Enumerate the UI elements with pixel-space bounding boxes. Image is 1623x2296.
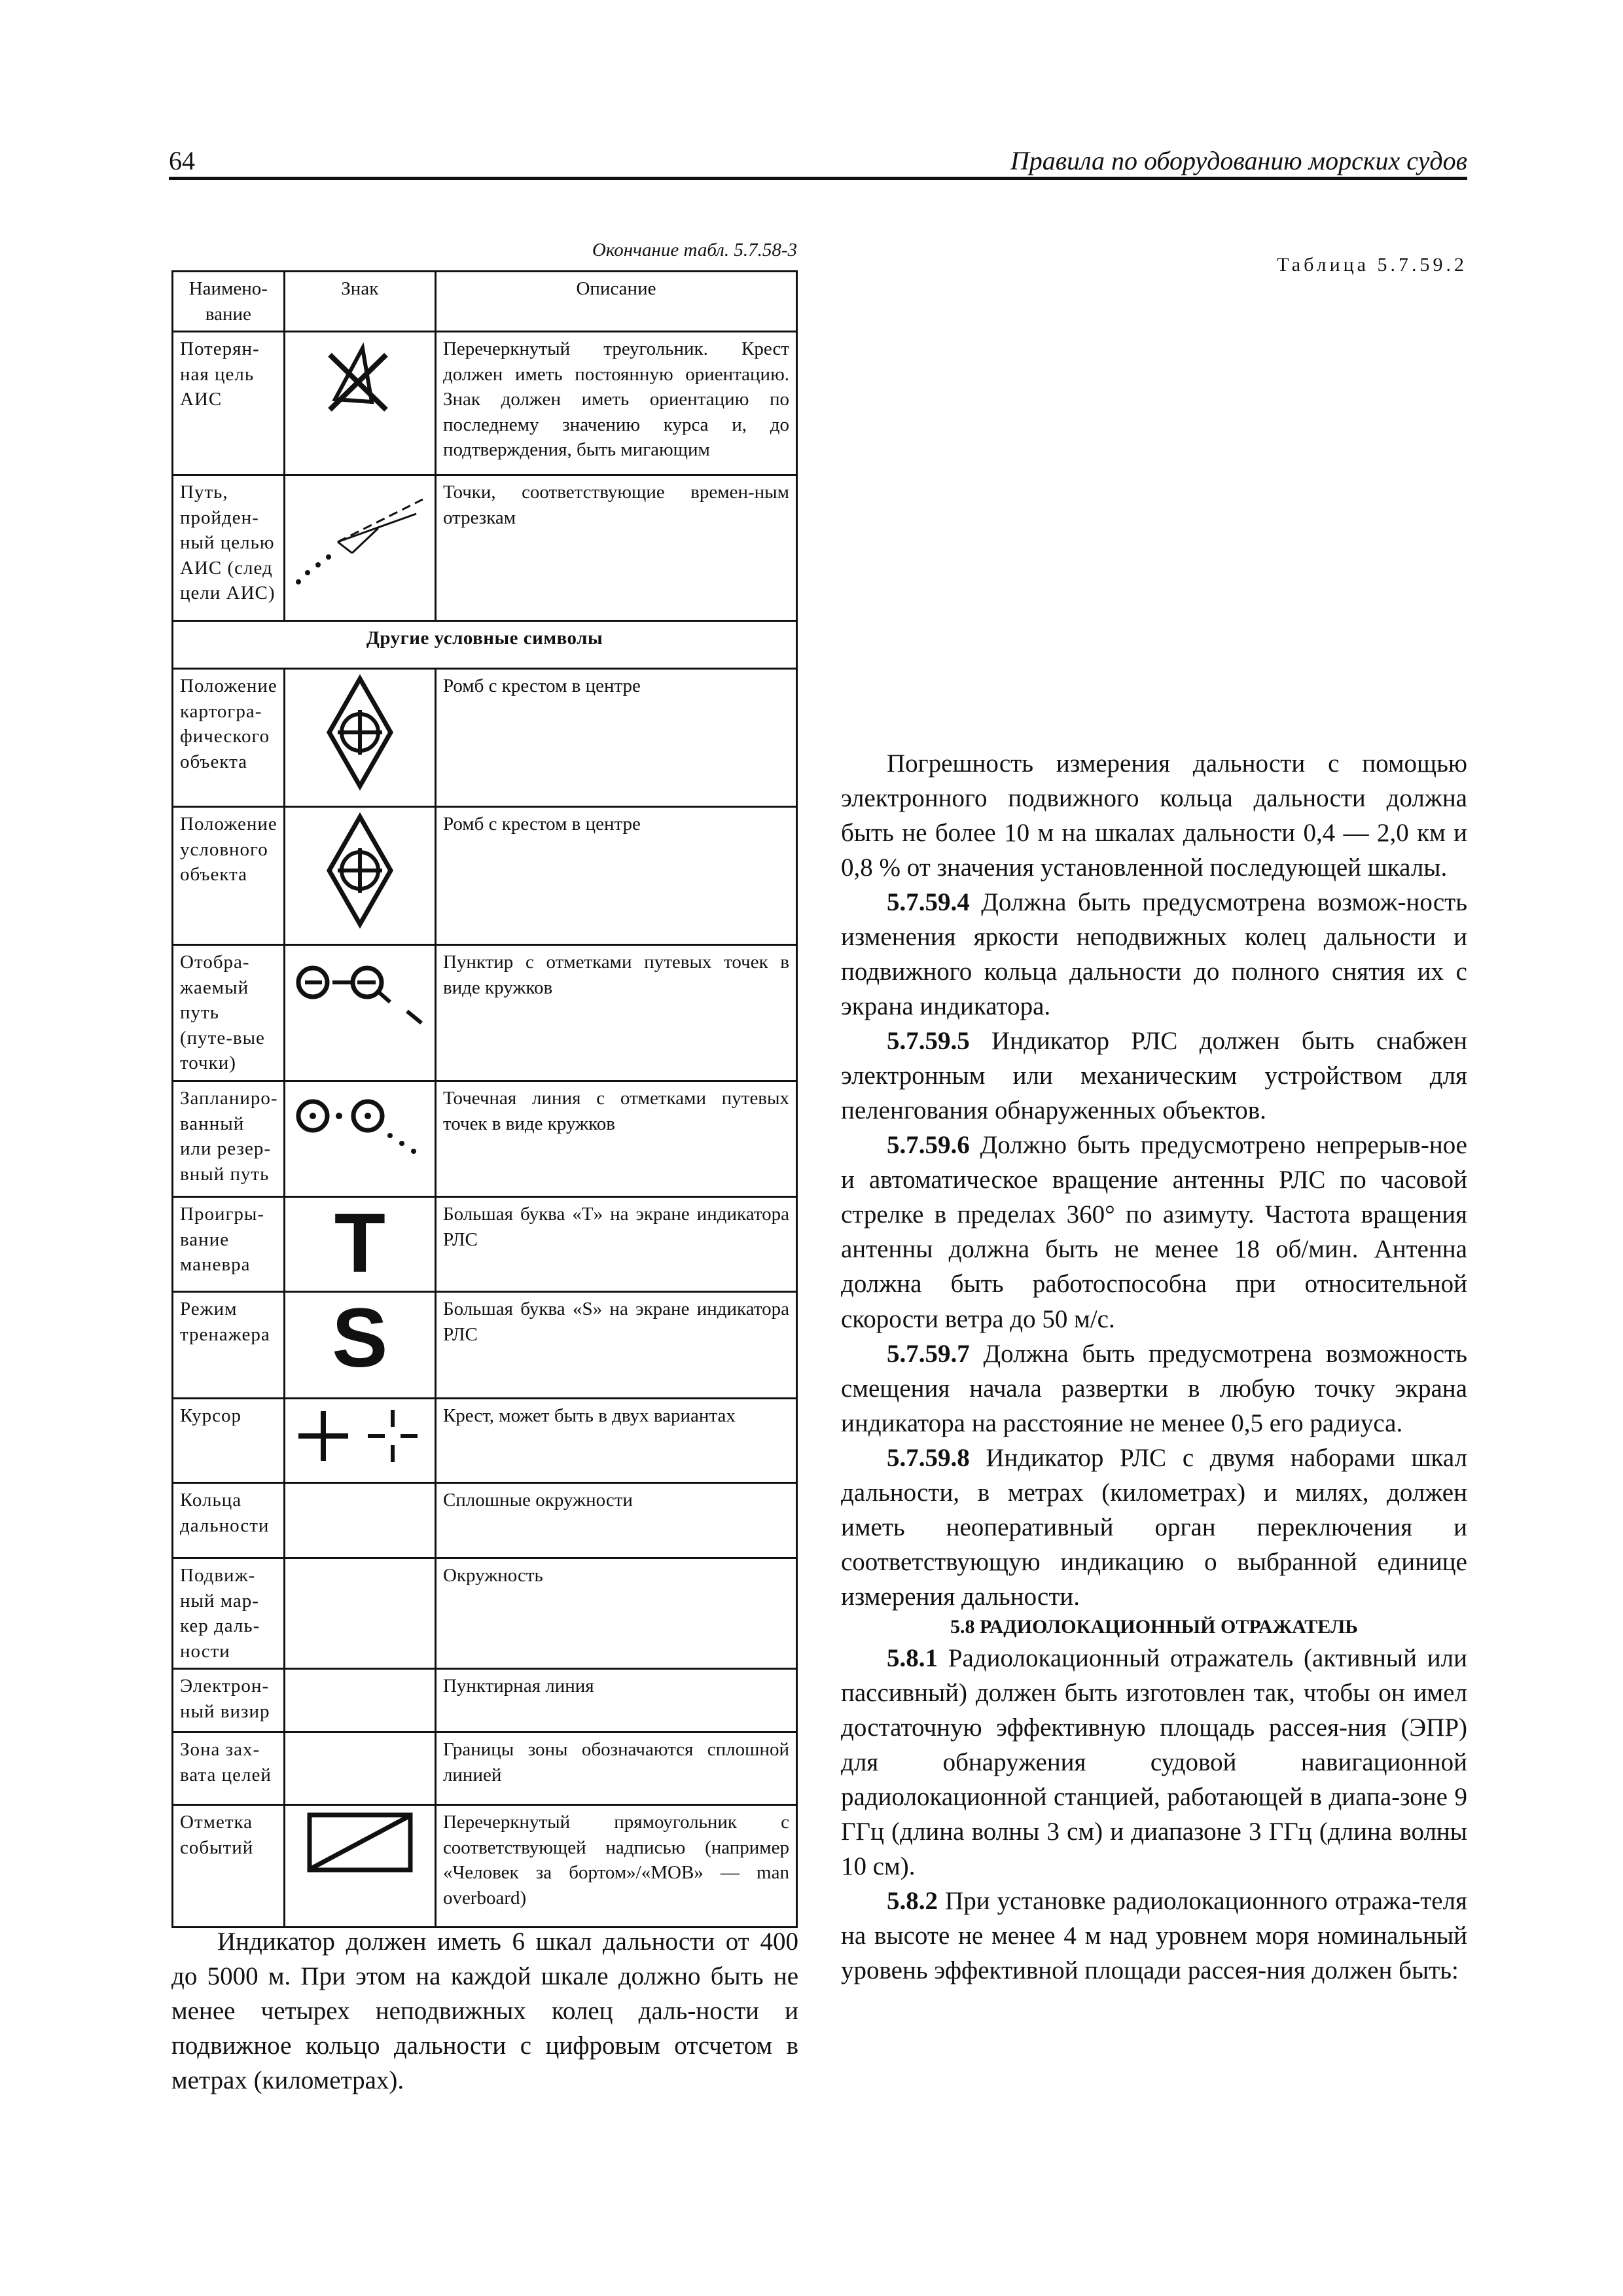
- section-row: [173, 621, 797, 669]
- clause-number: 5.8.1: [887, 1643, 938, 1672]
- row-sign: [284, 1291, 435, 1398]
- right-column: [841, 746, 1467, 1988]
- clause-text: Индикатор РЛС с двумя наборами шкал дальности, в метрах (километрах) и милях, должен иметь неоперативный орган переключения и соответствующую индикацию о выбранной единице измерения дальности.: [841, 1443, 1467, 1611]
- clause-5-8-1: [841, 1641, 1467, 1884]
- clause-5-7-59-4: [841, 885, 1467, 1024]
- clause-5-7-59-6: [841, 1128, 1467, 1336]
- planned-route-icon: [292, 1086, 429, 1164]
- row-sign-empty: [284, 1669, 435, 1732]
- row-sign: [284, 332, 435, 475]
- row-sign: [284, 945, 435, 1081]
- column-header-description: Описание: [435, 272, 796, 332]
- clause-text: При установке радиолокационного отража-теля на высоте не менее 4 м над уровнем моря номинальный уровень эффективной площади рассея-ния должен быть:: [841, 1886, 1467, 1984]
- clause-text: Должно быть предусмотрено непрерыв-ное и автоматическое вращение антенны РЛС по часовой стрелке в пределах 360° по азимуту. Частота вращения антенны должна быть не менее 18 об/мин. Антенна должна быть работоспособна при относительной скорости ветра до 50 м/с.: [841, 1131, 1467, 1333]
- table-caption: Окончание табл. 5.7.58-3: [592, 240, 797, 260]
- table-row: [173, 1669, 797, 1732]
- column-header-name: Наимено-вание: [173, 272, 285, 332]
- right-table-caption: Таблица 5.7.59.2: [1277, 254, 1467, 276]
- left-paragraph: Индикатор должен иметь 6 шкал дальности от 400 до 5000 м. При этом на каждой шкале должно быть не менее четырех неподвижных колец даль-ности и подвижное кольцо дальности с цифровым отсчетом в метрах (километрах).: [171, 1928, 798, 2095]
- table-header-row: [173, 272, 797, 332]
- clause-number: 5.7.59.4: [887, 888, 970, 917]
- row-name: Отметка событий: [173, 1805, 285, 1928]
- ais-track-trail-icon: [292, 480, 429, 591]
- clause-number: 5.7.59.5: [887, 1027, 970, 1056]
- row-description: Окружность: [435, 1558, 796, 1668]
- row-description: Пунктирная линия: [435, 1669, 796, 1732]
- crossed-rectangle-icon: [304, 1810, 416, 1875]
- row-description: Ромб с крестом в центре: [435, 669, 796, 807]
- row-name: Курсор: [173, 1398, 285, 1482]
- displayed-route-icon: [292, 950, 429, 1028]
- row-sign: [284, 1398, 435, 1482]
- table-row: [173, 1291, 797, 1398]
- row-sign: [284, 475, 435, 621]
- row-name: Запланиро-ванный или резер-вный путь: [173, 1081, 285, 1196]
- row-sign-empty: [284, 1482, 435, 1558]
- clause-text: Индикатор РЛС должен быть снабжен электронным или механическим устройством для пеленгования обнаруженных объектов.: [841, 1027, 1467, 1125]
- paragraph-range-accuracy: Погрешность измерения дальности с помощью электронного подвижного кольца дальности должна быть не более 10 м на шкалах дальности 0,4 — 2,0 км и 0,8 % от значения установленной последующей шкалы.: [841, 749, 1467, 882]
- table-row: [173, 945, 797, 1081]
- table-row: [173, 475, 797, 621]
- running-title: Правила по оборудованию морских судов: [1010, 146, 1467, 175]
- crossed-triangle-icon: [321, 336, 399, 422]
- table-row: [173, 1805, 797, 1928]
- row-name: Кольца дальности: [173, 1482, 285, 1558]
- clause-number: 5.7.59.8: [887, 1443, 970, 1472]
- table-row: [173, 1482, 797, 1558]
- row-description: Границы зоны обозначаются сплошной линией: [435, 1732, 796, 1805]
- clause-5-7-59-5: [841, 1024, 1467, 1128]
- section-heading: 5.8 РАДИОЛОКАЦИОННЫЙ ОТРАЖАТЕЛЬ: [950, 1615, 1359, 1638]
- clause-text: Должна быть предусмотрена возмож-ность изменения яркости неподвижных колец дальности и подвижного кольца дальности до полного снятия их с экрана индикатора.: [841, 888, 1467, 1021]
- row-name: Режим тренажера: [173, 1291, 285, 1398]
- clause-5-8-2: [841, 1884, 1467, 1988]
- cursor-cross-icon: [294, 1403, 425, 1469]
- row-description: Ромб с крестом в центре: [435, 807, 796, 945]
- row-description: Перечеркнутый прямоугольник с соответствующей надписью (например «Человек за бортом»/«МОВ» — man overboard): [435, 1805, 796, 1928]
- row-sign: [284, 669, 435, 807]
- table-row: [173, 669, 797, 807]
- clause-5-7-59-8: [841, 1441, 1467, 1614]
- clause-number: 5.7.59.7: [887, 1339, 970, 1368]
- row-name: Подвиж-ный мар-кер даль-ности: [173, 1558, 285, 1668]
- table-row: [173, 1732, 797, 1805]
- row-description: Точки, соответствующие времен-ным отрезкам: [435, 475, 796, 621]
- header-rule: [169, 177, 1467, 180]
- row-name: Зона зах-вата целей: [173, 1732, 285, 1805]
- section-label: Другие условные символы: [173, 621, 797, 669]
- clause-number: 5.8.2: [887, 1886, 938, 1915]
- row-description: Пунктир с отметками путевых точек в виде кружков: [435, 945, 796, 1081]
- clause-text: Радиолокационный отражатель (активный или пассивный) должен быть изготовлен так, чтобы он имел достаточную эффективную площадь рассея-ния (ЭПР) для обнаружения судовой навигационной радиолокационной станцией, работающей в диапа-зоне 9 ГГц (длина волны 3 см) и диапазоне 3 ГГц (длина волны 10 см).: [841, 1643, 1467, 1880]
- row-description: Большая буква «S» на экране индикатора РЛС: [435, 1291, 796, 1398]
- row-name: Отобра-жаемый путь (путе-вые точки): [173, 945, 285, 1081]
- row-sign-empty: [284, 1558, 435, 1668]
- table-row: [173, 807, 797, 945]
- rhombus-cross-icon: [324, 812, 396, 929]
- row-description: Крест, может быть в двух вариантах: [435, 1398, 796, 1482]
- rhombus-cross-icon: [324, 673, 396, 791]
- clause-text: Должна быть предусмотрена возможность смещения начала развертки в любую точку экрана индикатора на расстояние не менее 0,5 его радиуса.: [841, 1339, 1467, 1437]
- row-description: Точечная линия с отметками путевых точек в виде кружков: [435, 1081, 796, 1196]
- symbols-table: [171, 270, 798, 1928]
- row-sign-empty: [284, 1732, 435, 1805]
- row-sign: [284, 1805, 435, 1928]
- row-name: Положение условного объекта: [173, 807, 285, 945]
- row-description: Большая буква «T» на экране индикатора РЛС: [435, 1196, 796, 1291]
- column-header-sign: Знак: [284, 272, 435, 332]
- row-sign: [284, 1196, 435, 1291]
- table-row: [173, 1196, 797, 1291]
- table-row: [173, 1081, 797, 1196]
- table-row: [173, 1558, 797, 1668]
- row-name: Положение картогра-фического объекта: [173, 669, 285, 807]
- row-sign: [284, 807, 435, 945]
- row-description: Перечеркнутый треугольник. Крест должен иметь постоянную ориентацию. Знак должен иметь ориентацию по последнему значению курса и, до подтверждения, быть мигающим: [435, 332, 796, 475]
- page-number: 64: [169, 146, 195, 175]
- letter-t-sign: T: [334, 1196, 385, 1290]
- clause-number: 5.7.59.6: [887, 1131, 970, 1160]
- row-sign: [284, 1081, 435, 1196]
- clause-5-7-59-7: [841, 1336, 1467, 1441]
- row-name: Путь, пройден-ный целью АИС (след цели АИС): [173, 475, 285, 621]
- row-description: Сплошные окружности: [435, 1482, 796, 1558]
- row-name: Проигры-вание маневра: [173, 1196, 285, 1291]
- row-name: Потерян-ная цель АИС: [173, 332, 285, 475]
- table-row: [173, 332, 797, 475]
- letter-s-sign: S: [332, 1291, 388, 1385]
- row-name: Электрон-ный визир: [173, 1669, 285, 1732]
- table-row: [173, 1398, 797, 1482]
